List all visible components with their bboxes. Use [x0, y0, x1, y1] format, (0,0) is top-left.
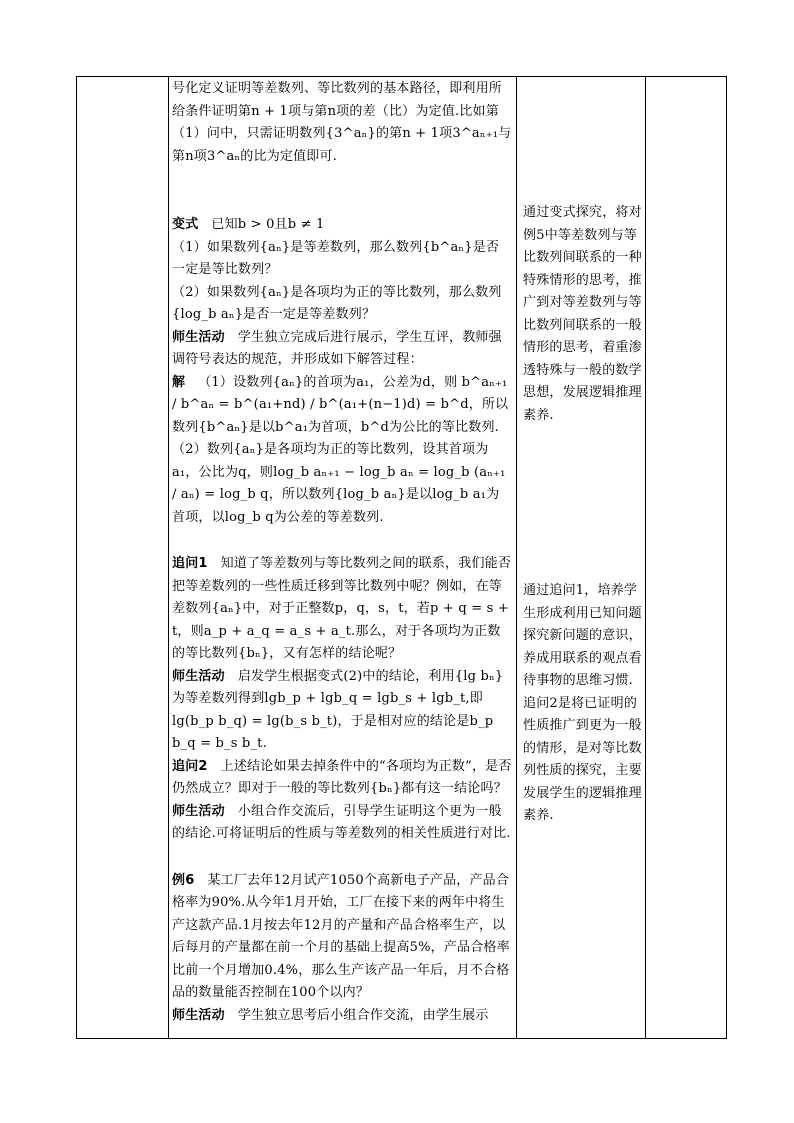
side-note-1-text: 通过变式探究，将对例5中等差数列与等比数列间联系的一种特殊情形的思考，推广到对等差数列与等比数列间联系的一般情形的思考，着重渗透特殊与一般的数学思想，发展逻辑推理素养. [523, 205, 642, 423]
example-6-paragraph [172, 870, 512, 1005]
activity-label: 师生活动 [172, 803, 225, 819]
follow-up-2-label: 追问2 [172, 758, 208, 774]
column-divider-3 [645, 76, 646, 1039]
solution-paragraph-2: （2）数列{aₙ}是各项均为正的等比数列，设其首项为a₁，公比为q，则log_b aₙ₊₁ − log_b aₙ = log_b (aₙ₊₁ / aₙ) = log_b q，所以数列{log_b aₙ}是以log_b a₁为首项，以log_b q为公差的等差数列. [172, 442, 506, 525]
side-note-2 [523, 580, 643, 828]
example-text: 某工厂去年12月试产1050个高新电子产品，产品合格率为90%.从今年1月开始，工厂在接下来的两年中将生产这款产品.1月按去年12月的产量和产品合格率生产，以后每月的产量都在前一个月的基础上提高5%，产品合格率比前一个月增加0.4%，那么生产该产品一年后，月不合格品的数量能否控制在100个以内？ [172, 872, 510, 1000]
main-content-column [172, 78, 512, 1027]
solution-text: （1）设数列{aₙ}的首项为a₁，公差为d，则 b^aₙ₊₁ / b^aₙ = b^(a₁+nd) / b^(a₁+(n−1)d) = b^d，所以数列{b^aₙ}是以b^a₁为首项，b^d为公比的等比数列. [172, 374, 509, 435]
follow-up-1-label: 追问1 [172, 556, 208, 571]
activity-text: 启发学生根据变式(2)中的结论，利用{lg bₙ}为等差数列得到lgb_p + lgb_q = lgb_s + lgb_t,即lg(b_p b_q) = lg(b_s b_t)，于是相对应的结论是b_p b_q = b_s b_t. [172, 668, 504, 751]
follow-up-2-text: 上述结论如果去掉条件中的“各项均为正数”，是否仍然成立？即对于一般的等比数列{bₙ}都有这一结论吗？ [172, 758, 512, 796]
solution-label: 解 [172, 374, 186, 390]
activity-paragraph-4 [172, 1005, 512, 1028]
activity-label: 师生活动 [172, 668, 225, 684]
side-note-2-text: 通过追问1，培养学生形成利用已知问题探究新问题的意识，养成用联系的观点看待事物的思维习惯.追问2是将已证明的性质推广到更为一般的情形，是对等比数列性质的探究，主要发展学生的逻辑推理素养. [523, 583, 642, 823]
activity-paragraph-3 [172, 801, 512, 846]
variant-condition: 已知b > 0且b ≠ 1 [211, 217, 325, 232]
activity-label: 师生活动 [172, 1007, 225, 1023]
follow-up-1-text: 知道了等差数列与等比数列之间的联系，我们能否把等差数列的一些性质迁移到等比数列中呢？例如，在等差数列{aₙ}中，对于正整数p，q，s，t，若p + q = s + t，则a_p + a_q = a_s + a_t.那么，对于各项均为正数的等比数列{bₙ}，又有怎样的结论呢？ [172, 556, 512, 661]
activity-paragraph-1 [172, 327, 512, 372]
activity-label: 师生活动 [172, 329, 225, 345]
intro-paragraph: 号化定义证明等差数列、等比数列的基本路径，即利用所给条件证明第n + 1项与第n项的差（比）为定值.比如第（1）问中，只需证明数列{3^aₙ}的第n + 1项3^aₙ₊₁与第n项3^aₙ的比为定值即可. [172, 81, 512, 164]
column-divider-2 [516, 76, 517, 1039]
solution-paragraph-1 [172, 372, 512, 440]
variant-question-2: （2）如果数列{aₙ}是各项均为正的等比数列，那么数列{log_b aₙ}是否一定是等差数列？ [172, 284, 502, 322]
follow-up-2-paragraph [172, 756, 512, 801]
activity-text: 小组合作交流后，引导学生证明这个更为一般的结论.可将证明后的性质与等差数列的相关性质进行对比. [172, 803, 511, 841]
side-note-1 [523, 202, 643, 427]
follow-up-1-paragraph [172, 553, 512, 666]
activity-text: 学生独立完成后进行展示，学生互评，教师强调符号表达的规范，并形成如下解答过程： [172, 329, 502, 367]
activity-text: 学生独立思考后小组合作交流，由学生展示 [237, 1007, 489, 1023]
example-label: 例6 [172, 872, 195, 888]
activity-paragraph-2 [172, 666, 512, 756]
variant-question-1: （1）如果数列{aₙ}是等差数列，那么数列{b^aₙ}是否一定是等比数列？ [172, 239, 500, 277]
variant-label: 变式 [172, 217, 199, 232]
variant-heading [172, 214, 512, 237]
column-divider-1 [168, 76, 169, 1039]
